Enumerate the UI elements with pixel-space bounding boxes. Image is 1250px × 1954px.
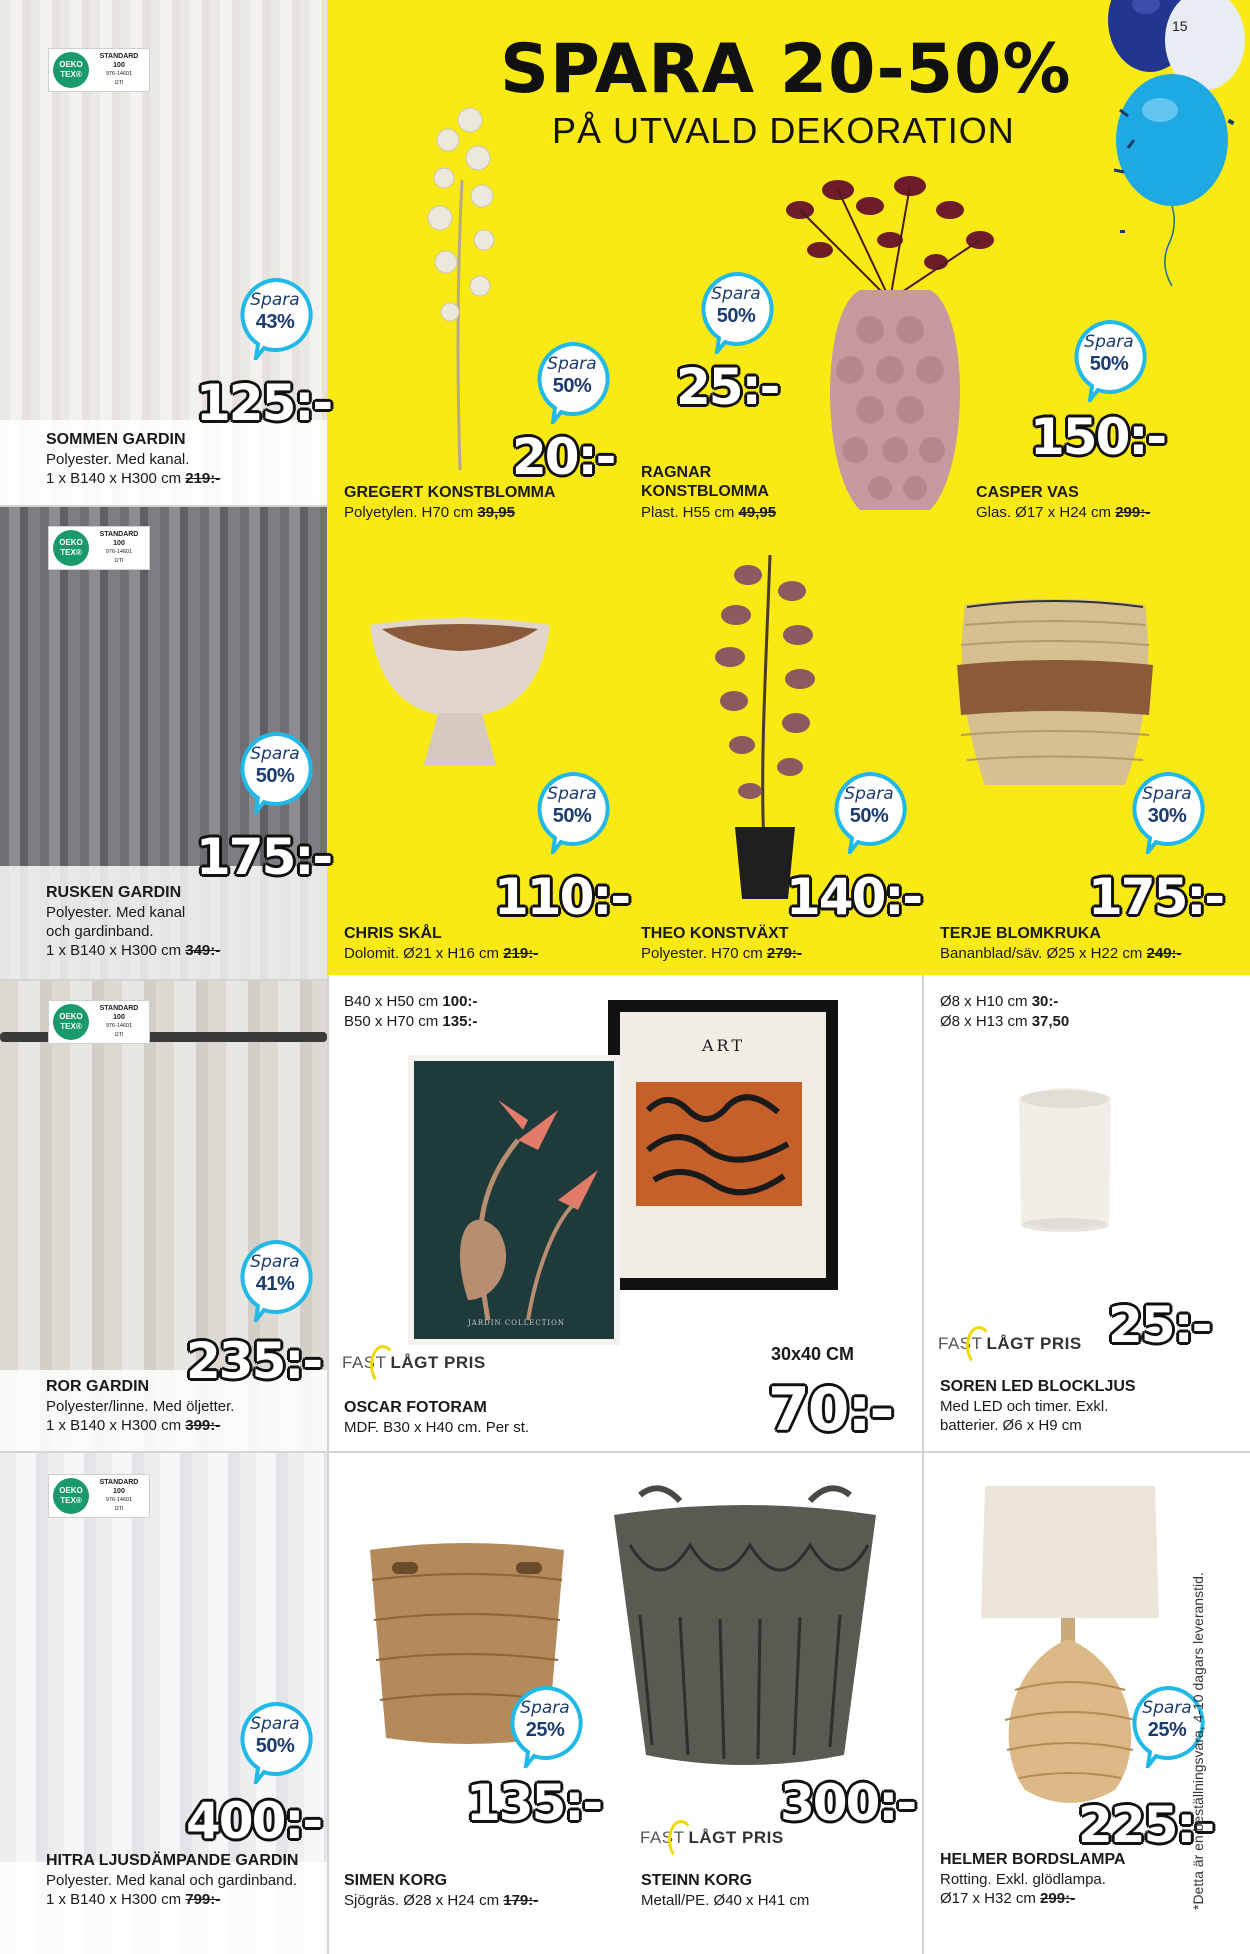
discount-badge: Spara 41% (236, 1238, 314, 1316)
price-theo: 140:- (786, 868, 922, 926)
product-desc-simen: Sjögräs. Ø28 x H24 cm 179:- (344, 1892, 539, 1909)
candle-size-2: Ø8 x H13 cm 37,50 (940, 1013, 1070, 1030)
oeko-tex-label: OEKO TEX® STANDARD 100 976-14601 ΩTI (48, 526, 150, 570)
soren-candle-image (1015, 1085, 1115, 1235)
product-desc-theo: Polyester. H70 cm 279:- (641, 945, 802, 962)
product-name-soren: SOREN LED BLOCKLJUS (940, 1378, 1136, 1395)
price-helmer: 225:- (1078, 1796, 1214, 1854)
discount-badge: Spara 25% (1128, 1684, 1206, 1762)
product-desc-hitra: Polyester. Med kanal och gardinband. 1 x B140 x H300 cm 799:- (46, 1872, 297, 1908)
oeko-tex-logo: OEKO TEX® (53, 1004, 89, 1040)
ragnar-flower-vase-image (760, 170, 1020, 520)
price-gregert: 20:- (512, 428, 615, 486)
divider (0, 979, 327, 981)
oeko-tex-label: OEKO TEX® STANDARD 100 976-14601 ΩTI (48, 1000, 150, 1044)
delivery-footnote: *Detta är en beställningsvara, 4-10 dagars leveranstid. (1190, 1572, 1206, 1910)
divider (0, 1451, 327, 1453)
theo-plant-image (690, 545, 840, 905)
price-sommen: 125:- (196, 374, 332, 432)
product-desc-oscar: MDF. B30 x H40 cm. Per st. (344, 1419, 530, 1436)
price-terje: 175:- (1088, 868, 1224, 926)
discount-badge: Spara 50% (533, 340, 611, 418)
price-simen: 135:- (466, 1774, 602, 1832)
product-desc-steinn: Metall/PE. Ø40 x H41 cm (641, 1892, 810, 1909)
product-name-oscar: OSCAR FOTORAM (344, 1399, 487, 1416)
discount-badge: Spara 50% (236, 730, 314, 808)
discount-badge: Spara 30% (1128, 770, 1206, 848)
product-name-terje: TERJE BLOMKRUKA (940, 925, 1101, 942)
product-name-gregert: GREGERT KONSTBLOMMA (344, 484, 556, 501)
discount-badge: Spara 50% (236, 1700, 314, 1778)
product-desc-ragnar: Plast. H55 cm 49,95 (641, 504, 777, 521)
product-desc-sommen: Polyester. Med kanal. 1 x B140 x H300 cm 219:- (46, 451, 221, 487)
oeko-tex-logo: OEKO TEX® (53, 1478, 89, 1514)
discount-badge: Spara 25% (506, 1684, 584, 1762)
frame-format: 30x40 CM (771, 1344, 855, 1364)
discount-badge: Spara 50% (697, 270, 775, 348)
oeko-tex-label: OEKO TEX® STANDARD 100 976-14601 ΩTI (48, 1474, 150, 1518)
divider (327, 1451, 1250, 1453)
product-name-chris: CHRIS SKÅL (344, 925, 442, 942)
frame-size-2: B50 x H70 cm 135:- (344, 1013, 478, 1030)
product-desc-soren: Med LED och timer. Exkl. batterier. Ø6 x H9 cm (940, 1398, 1109, 1434)
chris-bowl-image (360, 615, 560, 775)
terje-basket-image (945, 595, 1165, 795)
product-desc-chris: Dolomit. Ø21 x H16 cm 219:- (344, 945, 539, 962)
fast-lagt-pris-label: FAST LÅGT PRIS (938, 1334, 1082, 1354)
product-name-helmer: HELMER BORDSLAMPA (940, 1851, 1126, 1868)
discount-badge: Spara 50% (533, 770, 611, 848)
product-name-simen: SIMEN KORG (344, 1872, 448, 1889)
divider (922, 975, 924, 1954)
candle-size-1: Ø8 x H10 cm 30:- (940, 993, 1059, 1010)
gregert-flower-image (400, 100, 520, 480)
oeko-tex-logo: OEKO TEX® (53, 52, 89, 88)
price-hitra: 400:- (186, 1792, 322, 1850)
steinn-basket-image (600, 1485, 890, 1775)
page-number: 15 (1172, 18, 1188, 34)
product-name-hitra: HITRA LJUSDÄMPANDE GARDIN (46, 1852, 299, 1869)
price-rusken: 175:- (196, 828, 332, 886)
product-desc-ror: Polyester/linne. Med öljetter. 1 x B140 x H300 cm 399:- (46, 1398, 235, 1434)
price-chris: 110:- (494, 868, 630, 926)
product-name-steinn: STEINN KORG (641, 1872, 753, 1889)
balloons-illustration (1090, 0, 1250, 290)
price-steinn: 300:- (780, 1774, 916, 1832)
headline: SPARA 20-50% (500, 30, 1072, 109)
product-name-ragnar: RAGNAR KONSTBLOMMA (641, 464, 769, 500)
price-ragnar: 25:- (676, 358, 779, 416)
discount-badge: Spara 43% (236, 276, 314, 354)
poster-caption: JARDIN COLLECTION (468, 1319, 566, 1327)
fast-lagt-pris-label: FAST LÅGT PRIS (640, 1828, 784, 1848)
product-desc-helmer: Rotting. Exkl. glödlampa. Ø17 x H32 cm 299:- (940, 1871, 1106, 1907)
product-desc-rusken: Polyester. Med kanal och gardinband. 1 x B140 x H300 cm 349:- (46, 904, 221, 959)
product-name-casper: CASPER VAS (976, 484, 1079, 501)
product-name-rusken: RUSKEN GARDIN (46, 884, 182, 901)
fast-lagt-pris-label: FAST LÅGT PRIS (342, 1353, 486, 1373)
price-casper: 150:- (1030, 408, 1166, 466)
product-desc-casper: Glas. Ø17 x H24 cm 299:- (976, 504, 1151, 521)
price-oscar: 70:- (768, 1375, 893, 1445)
divider (327, 975, 329, 1954)
oeko-tex-label: OEKO TEX® STANDARD 100 976-14601 ΩTI (48, 48, 150, 92)
discount-badge: Spara 50% (830, 770, 908, 848)
price-soren: 25:- (1108, 1296, 1211, 1354)
product-name-ror: ROR GARDIN (46, 1378, 150, 1395)
product-desc-terje: Bananblad/säv. Ø25 x H22 cm 249:- (940, 945, 1182, 962)
frame-size-1: B40 x H50 cm 100:- (344, 993, 478, 1010)
price-ror: 235:- (186, 1332, 322, 1390)
frame-art-label: ART (702, 1036, 745, 1055)
oscar-frame-image (408, 1000, 838, 1350)
discount-badge: Spara 50% (1070, 318, 1148, 396)
product-desc-gregert: Polyetylen. H70 cm 39,95 (344, 504, 515, 521)
product-name-sommen: SOMMEN GARDIN (46, 431, 186, 448)
helmer-lamp-image (975, 1480, 1185, 1820)
oeko-tex-logo: OEKO TEX® (53, 530, 89, 566)
product-name-theo: THEO KONSTVÄXT (641, 925, 789, 942)
subheadline: PÅ UTVALD DEKORATION (552, 110, 1015, 151)
divider (0, 505, 327, 507)
